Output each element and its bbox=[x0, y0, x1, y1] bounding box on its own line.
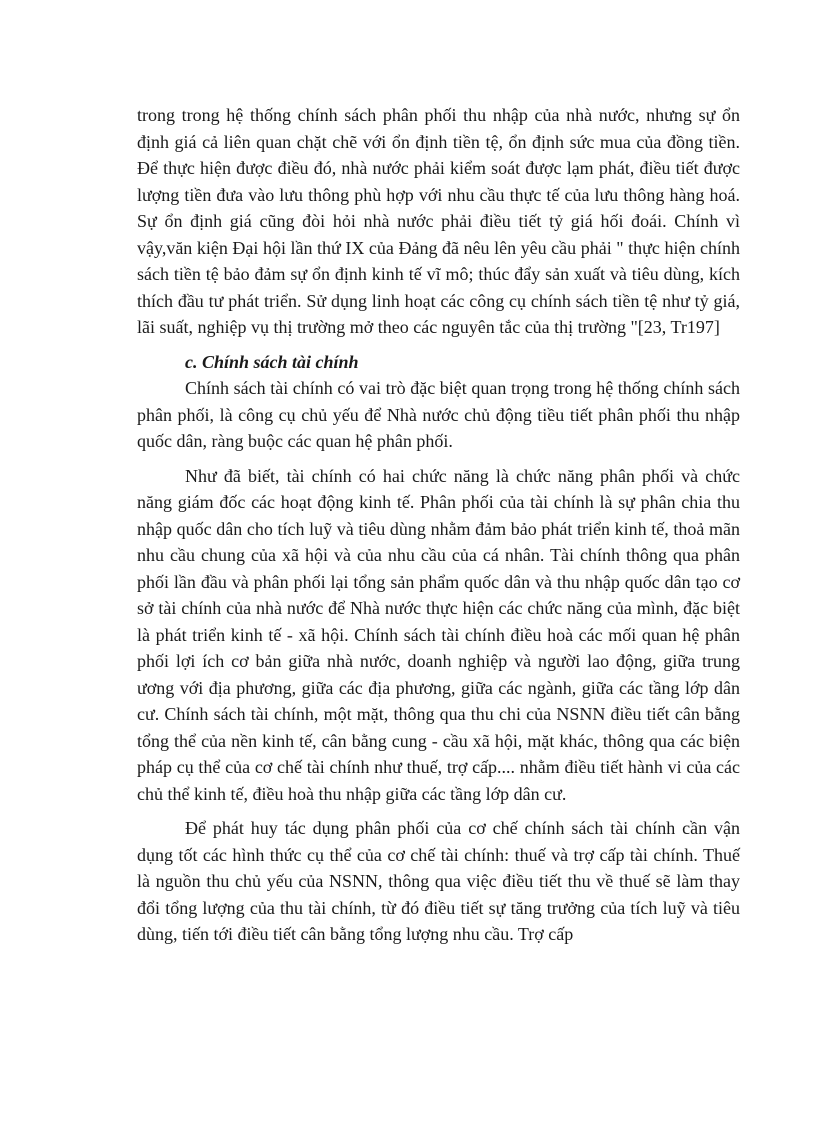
paragraph-tax-and-subsidy: Để phát huy tác dụng phân phối của cơ chế chính sách tài chính cần vận dụng tốt các hình thức cụ thể của cơ chế tài chính: thuế và trợ cấp tài chính. Thuế là nguồn thu chủ yếu của NSNN, thông qua việc điều tiết thu về thuế sẽ làm thay đổi tổng lượng của thu tài chính, từ đó điều tiết sự tăng trưởng của tích luỹ và tiêu dùng, tiến tới điều tiết cân bằng tổng lượng nhu cầu. Trợ cấp bbox=[137, 818, 740, 944]
paragraph-financial-functions: Như đã biết, tài chính có hai chức năng là chức năng phân phối và chức năng giám đốc các hoạt động kinh tế. Phân phối của tài chính là sự phân chia thu nhập quốc dân cho tích luỹ và tiêu dùng nhằm đảm bảo phát triển kinh tế, thoả mãn nhu cầu chung của xã hội và của nhu cầu của cá nhân. Tài chính thông qua phân phối lần đầu và phân phối lại tổng sản phẩm quốc dân và thu nhập quốc dân tạo cơ sở tài chính của nhà nước để Nhà nước thực hiện các chức năng của mình, đặc biệt là phát triển kinh tế - xã hội. Chính sách tài chính điều hoà các mối quan hệ phân phối lợi ích cơ bản giữa nhà nước, doanh nghiệp và người lao động, giữa trung ương với địa phương, giữa các địa phương, giữa các ngành, giữa các tầng lớp dân cư. Chính sách tài chính, một mặt, thông qua thu chi của NSNN điều tiết cân bằng tổng thể của nền kinh tế, cân bằng cung - cầu xã hội, mặt khác, thông qua các biện pháp cụ thể của cơ chế tài chính như thuế, trợ cấp.... nhằm điều tiết hành vi của các chủ thể kinh tế, điều hoà thu nhập giữa các tầng lớp dân cư. bbox=[137, 465, 740, 804]
paragraph-financial-policy-role: Chính sách tài chính có vai trò đặc biệt quan trọng trong hệ thống chính sách phân phối, là công cụ chủ yếu để Nhà nước chủ động tiều tiết phân phối thu nhập quốc dân, ràng buộc các quan hệ phân phối. bbox=[137, 378, 740, 451]
page-body bbox=[137, 102, 740, 948]
paragraph-continued: trong trong hệ thống chính sách phân phối thu nhập của nhà nước, nhưng sự ổn định giá cả liên quan chặt chẽ với ổn định tiền tệ, ổn định sức mua của đồng tiền. Để thực hiện được điều đó, nhà nước phải kiểm soát được lạm phát, điều tiết được lượng tiền đưa vào lưu thông phù hợp với nhu cầu thực tế của lưu thông hàng hoá. Sự ổn định giá cũng đòi hỏi nhà nước phải điều tiết tỷ giá hối đoái. Chính vì vậy,văn kiện Đại hội lần thứ IX của Đảng đã nêu lên yêu cầu phải " thực hiện chính sách tiền tệ bảo đảm sự ổn định kinh tế vĩ mô; thúc đẩy sản xuất và tiêu dùng, kích thích đầu tư phát triển. Sử dụng linh hoạt các công cụ chính sách tiền tệ như tỷ giá, lãi suất, nghiệp vụ thị trường mở theo các nguyên tắc của thị trường "[23, Tr197] bbox=[137, 105, 740, 337]
section-heading: c. Chính sách tài chính bbox=[185, 351, 359, 372]
